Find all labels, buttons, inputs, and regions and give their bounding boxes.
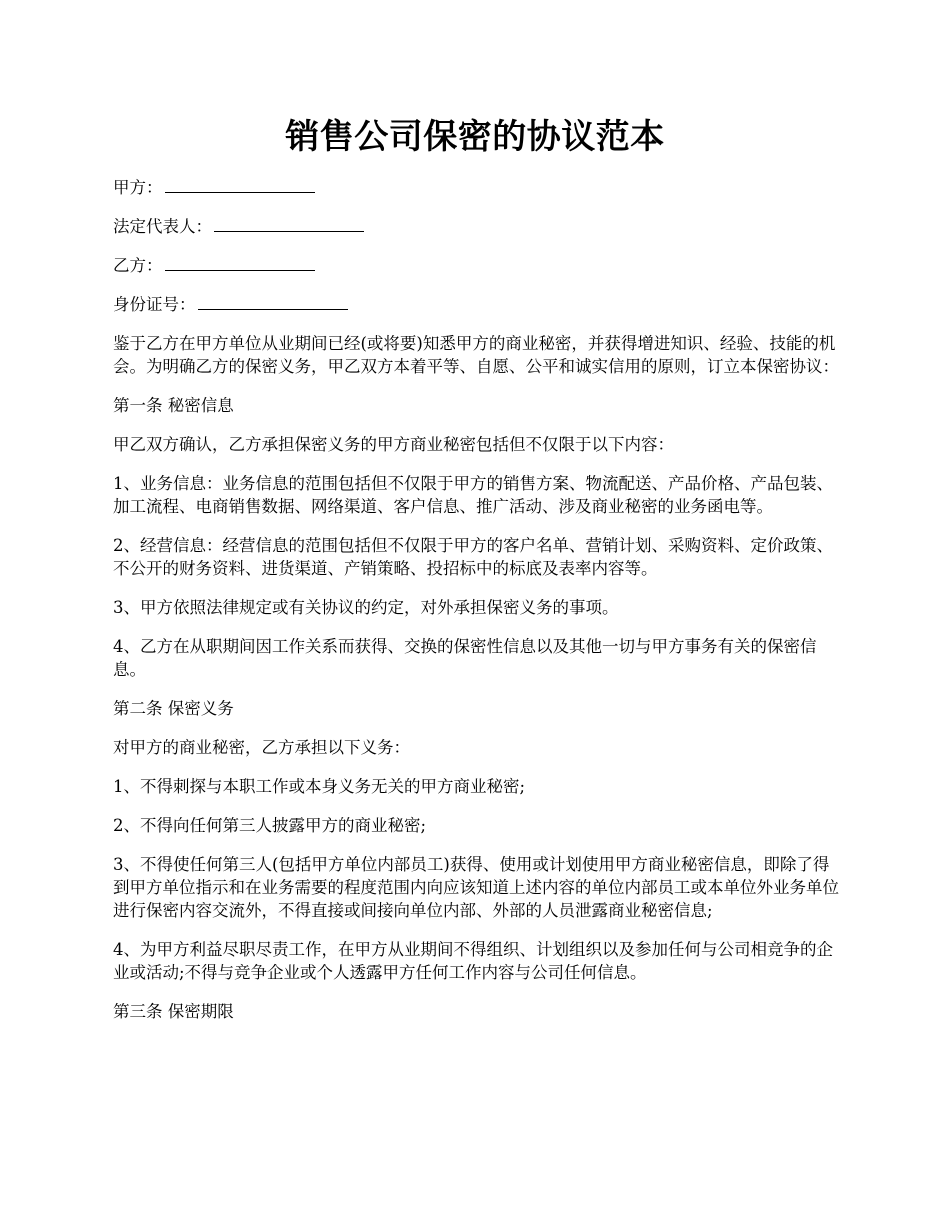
list-item: 2、不得向任何第三人披露甲方的商业秘密; xyxy=(113,816,427,835)
article-heading: 第二条 保密义务 xyxy=(113,699,234,718)
preamble-paragraph: 鉴于乙方在甲方单位从业期间已经(或将要)知悉甲方的商业秘密，并获得增进知识、经验、技能的机会。为明确乙方的保密义务，甲乙双方本着平等、自愿、公平和诚实信用的原则，订立本保密协议： xyxy=(113,334,839,376)
blank-line xyxy=(165,254,315,271)
list-item: 4、乙方在从职期间因工作关系而获得、交换的保密性信息以及其他一切与甲方事务有关的保密信息。 xyxy=(113,637,817,679)
paragraph: 对甲方的商业秘密，乙方承担以下义务： xyxy=(113,738,410,757)
list-item: 3、甲方依照法律规定或有关协议的约定，对外承担保密义务的事项。 xyxy=(113,598,619,617)
field-id-number xyxy=(113,293,843,316)
list-item: 2、经营信息：经营信息的范围包括但不仅限于甲方的客户名单、营销计划、采购资料、定价政策、不公开的财务资料、进货渠道、产销策略、投招标中的标底及表率内容等。 xyxy=(113,536,833,578)
field-label: 甲方： xyxy=(113,178,163,197)
document-body xyxy=(113,176,843,1039)
paragraph: 甲乙双方确认，乙方承担保密义务的甲方商业秘密包括但不仅限于以下内容： xyxy=(113,435,674,454)
field-party-a xyxy=(113,176,843,199)
article-heading: 第三条 保密期限 xyxy=(113,1002,234,1021)
list-item: 1、不得刺探与本职工作或本身义务无关的甲方商业秘密; xyxy=(113,777,526,796)
blank-line xyxy=(198,293,348,310)
document-title: 销售公司保密的协议范本 xyxy=(285,117,665,157)
field-label: 法定代表人： xyxy=(113,217,212,236)
blank-line xyxy=(214,215,364,232)
field-legal-rep xyxy=(113,215,843,238)
list-item: 1、业务信息：业务信息的范围包括但不仅限于甲方的销售方案、物流配送、产品价格、产品包装、加工流程、电商销售数据、网络渠道、客户信息、推广活动、涉及商业秘密的业务函电等。 xyxy=(113,474,833,516)
field-label: 身份证号： xyxy=(113,295,196,314)
list-item: 3、不得使任何第三人(包括甲方单位内部员工)获得、使用或计划使用甲方商业秘密信息，即除了得到甲方单位指示和在业务需要的程度范围内向应该知道上述内容的单位内部员工或本单位外业务单位进行保密内容交流外，不得直接或间接向单位内部、外部的人员泄露商业秘密信息; xyxy=(113,855,839,920)
list-item: 4、为甲方利益尽职尽责工作，在甲方从业期间不得组织、计划组织以及参加任何与公司相竞争的企业或活动;不得与竞争企业或个人透露甲方任何工作内容与公司任何信息。 xyxy=(113,940,833,982)
field-label: 乙方： xyxy=(113,256,163,275)
article-heading: 第一条 秘密信息 xyxy=(113,396,234,415)
field-party-b xyxy=(113,254,843,277)
blank-line xyxy=(165,176,315,193)
